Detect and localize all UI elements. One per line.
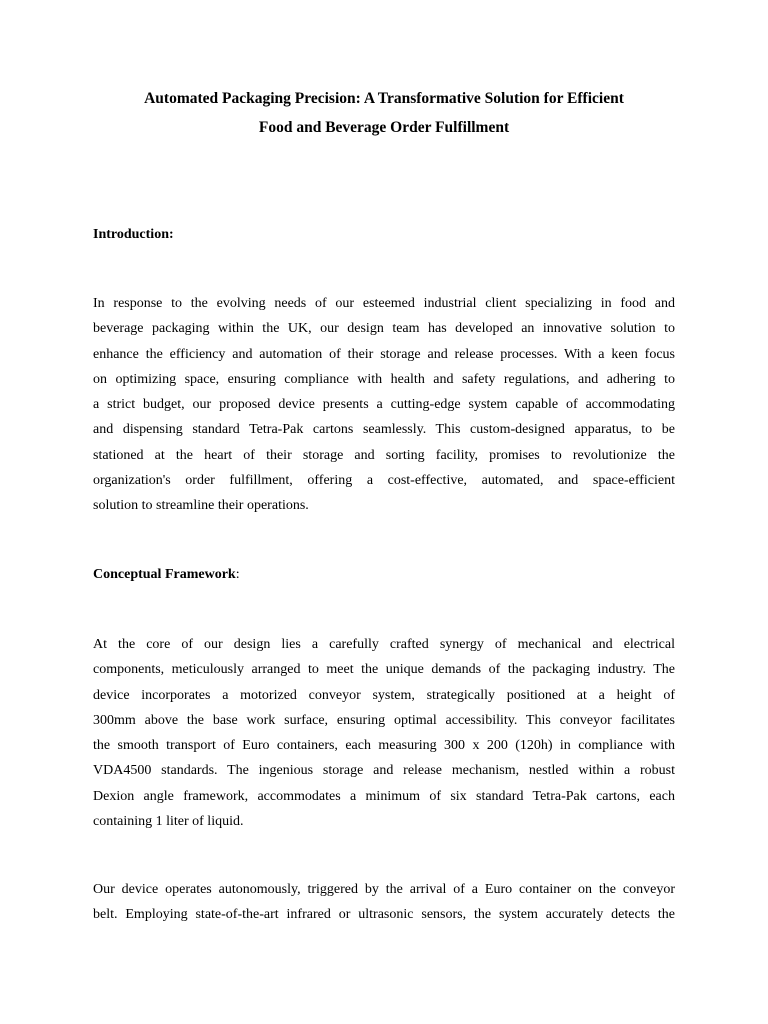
paragraph-line: components, meticulously arranged to meet the unique demands of the packaging industry. The [93,662,675,678]
paragraph-line: Dexion angle framework, accommodates a minimum of six standard Tetra-Pak cartons, each [93,788,675,804]
paragraph-line: on optimizing space, ensuring compliance with health and safety regulations, and adhering to [93,371,675,387]
introduction-paragraph [93,291,675,519]
paragraph-line: 300mm above the base work surface, ensuring optimal accessibility. This conveyor facilitates [93,712,675,728]
paragraph-line: a strict budget, our proposed device presents a cutting-edge system capable of accommodating [93,397,675,413]
paragraph-line: belt. Employing state-of-the-art infrared or ultrasonic sensors, the system accurately detects the [93,907,675,923]
paragraph-line: organization's order fulfillment, offering a cost-effective, automated, and space-efficient [93,473,675,489]
conceptual-framework-heading [93,562,240,587]
paragraph-line: VDA4500 standards. The ingenious storage and release mechanism, nestled within a robust [93,763,675,779]
paragraph-line: stationed at the heart of their storage and sorting facility, promises to revolutionize the [93,447,675,463]
heading-colon: : [235,567,240,582]
conceptual-framework-heading-text: Conceptual Framework [93,567,236,582]
paragraph-line: the smooth transport of Euro containers, each measuring 300 x 200 (120h) in compliance with [93,738,675,754]
title-line: Food and Beverage Order Fulfillment [258,119,510,136]
title-line: Automated Packaging Precision: A Transformative Solution for Efficient [144,90,624,107]
introduction-heading-text: Introduction: [93,227,174,242]
paragraph-line: and dispensing standard Tetra-Pak cartons seamlessly. This custom-designed apparatus, to be [93,422,675,438]
paragraph-line: solution to streamline their operations. [93,498,309,514]
introduction-heading [93,222,174,247]
paragraph-line: In response to the evolving needs of our esteemed industrial client specializing in food and [93,296,675,311]
paragraph-line: containing 1 liter of liquid. [93,814,244,830]
operation-paragraph [93,877,675,928]
paragraph-line: Our device operates autonomously, triggered by the arrival of a Euro container on the conveyor [93,882,675,897]
conceptual-framework-paragraph [93,632,675,834]
paragraph-line: enhance the efficiency and automation of their storage and release processes. With a keen focus [93,346,675,362]
paragraph-line: beverage packaging within the UK, our design team has developed an innovative solution to [93,321,675,337]
paragraph-line: At the core of our design lies a carefully crafted synergy of mechanical and electrical [93,637,675,652]
paragraph-line: device incorporates a motorized conveyor system, strategically positioned at a height of [93,687,675,703]
document-title [90,84,678,142]
